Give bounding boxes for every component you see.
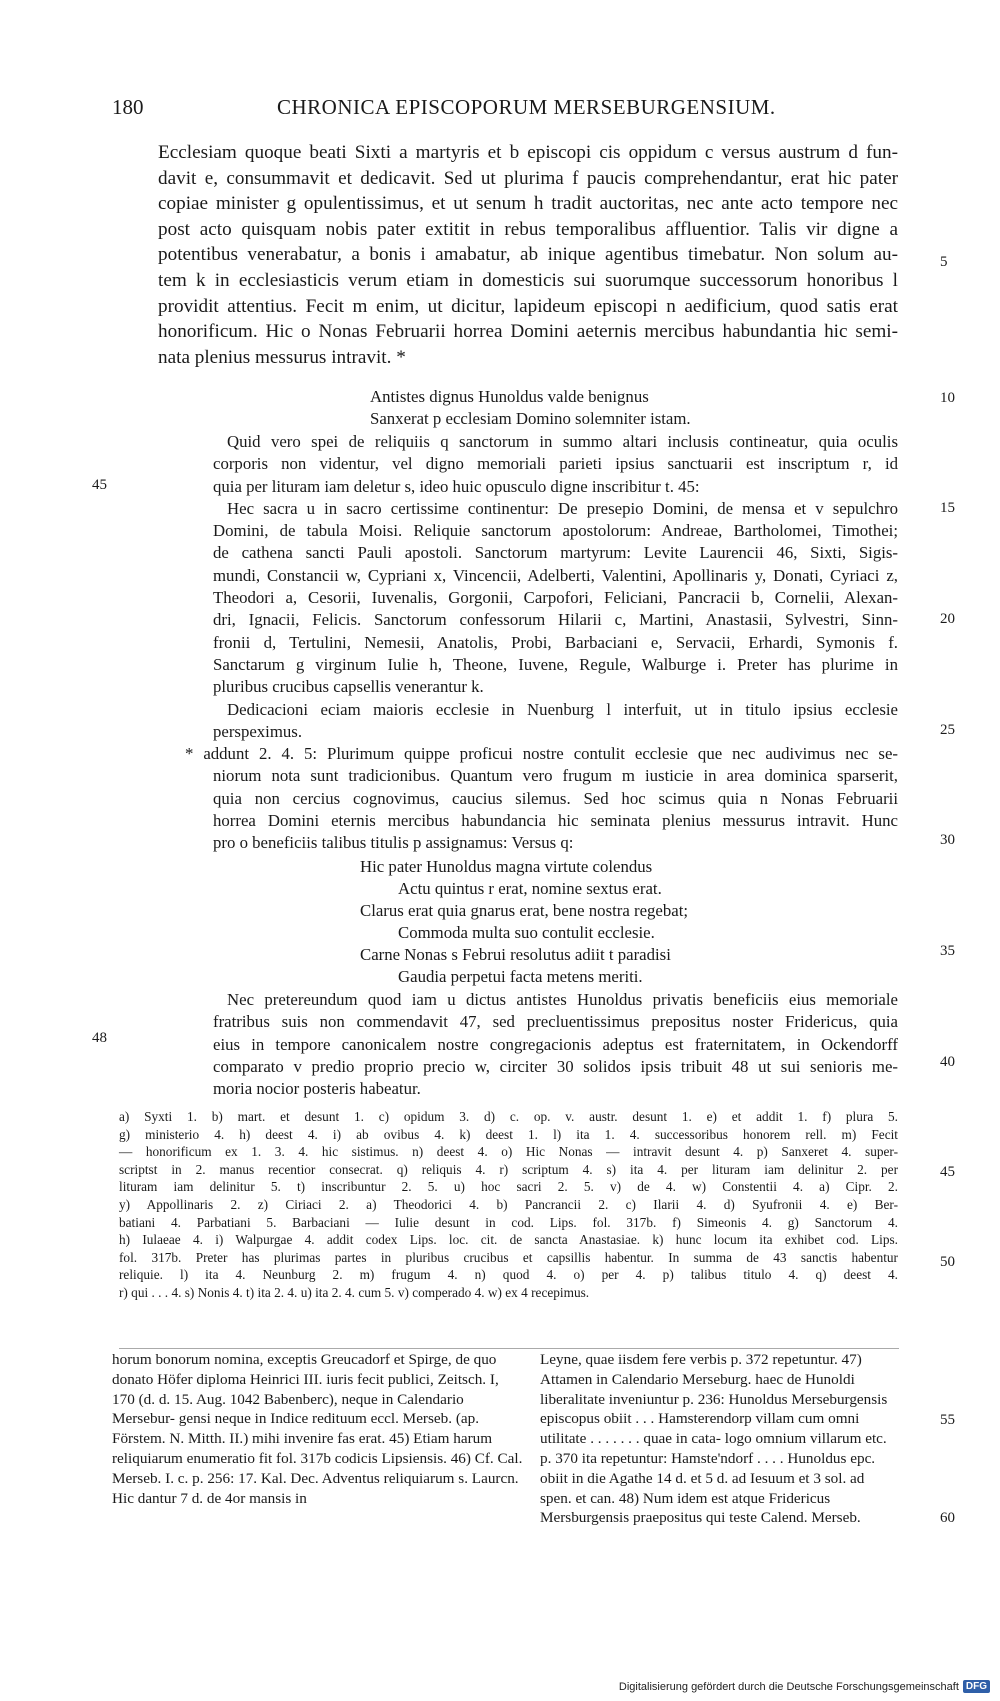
fn-line: Hec sacra u in sacro certissime continentur: De presepio Domini, de mensa et v sepulchro: [227, 498, 898, 518]
text-line: tem k in ecclesiasticis verum etiam in domesticis sui suorumque successorum honoribus l: [158, 269, 898, 291]
verse-1: [370, 386, 691, 430]
commentary-line: 47) Attamen in Calendario Merseburg. haec de: [540, 1351, 862, 1388]
verse-2: [360, 856, 688, 988]
verse-line: Commoda multa suo contulit ecclesie.: [398, 923, 655, 942]
line-number: 50: [940, 1254, 955, 1270]
verse-line: Sanxerat p ecclesiam Domino solemniter istam.: [370, 409, 691, 428]
divider: [119, 1348, 899, 1349]
apparatus-line: a) Syxti 1. b) mart. et desunt 1. c) opidum 3. d) c. op. v. austr. desunt 1. e) et addit 1. f) plura 5.: [119, 1109, 898, 1124]
fn-line: fronii d, Tertulini, Nemesii, Anatolis, Probi, Barbaciani e, Servacii, Erhardi, Symonis f.: [213, 632, 898, 652]
line-number: 10: [940, 390, 955, 406]
text-line: davit e, consummavit et dedicavit. Sed ut plurima f paucis comprehendantur, erat hic pater: [158, 167, 898, 189]
closing-block: [213, 989, 898, 1100]
fn-line: perspeximus.: [213, 721, 303, 741]
fn-line: de cathena sancti Pauli apostoli. Sanctorum martyrum: Levite Laurencii 46, Sixti, Sigis-: [213, 543, 898, 563]
running-title: CHRONICA EPISCOPORUM MERSEBURGENSIUM.: [277, 95, 776, 119]
digitization-footer: [619, 1680, 990, 1693]
fn-line: mundi, Constancii w, Cypriani x, Vincencii, Adelberti, Valentini, Apollinaris y, Donati, Cyriaci z,: [213, 565, 898, 585]
footnote-block: [213, 431, 898, 743]
footer-credit: Digitalisierung gefördert durch die Deutsche Forschungsgemeinschaft: [618, 1680, 959, 1693]
line-number: 60: [940, 1510, 955, 1526]
critical-apparatus: [119, 1108, 898, 1302]
line-number: 25: [940, 722, 955, 738]
fn-line: Nec pretereundum quod iam u dictus antistes Hunoldus privatis beneficiis eius memoriale: [227, 990, 898, 1009]
verse-line: Clarus erat quia gnarus erat, bene nostra regebat;: [360, 901, 689, 920]
commentary-line: iuris fecit publici, Zeitsch. I, 170 (d. d. 15. Aug.: [112, 1370, 499, 1408]
fn-line: quia non cercius cognovimus, caucius silemus. Sed hoc scimus quia n Nonas Februarii: [213, 788, 898, 808]
fn-line: * addunt 2. 4. 5: Plurimum quippe proficui nostre contulit ecclesie que nec audivimus nec se-: [185, 744, 898, 763]
line-number: 5: [940, 254, 948, 270]
commentary-line: gensi neque in Indice redituum eccl. Merseb. (ap.: [178, 1410, 480, 1428]
commentary-line: c. p. 256: 17. Kal. Dec. Adventus reliquiarum s.: [177, 1469, 468, 1487]
fn-line: dri, Ignacii, Felicis. Sanctorum confessorum Hilarii c, Martini, Anastasii, Sylvestri, Sinn-: [213, 610, 898, 630]
verse-line: Hic pater Hunoldus magna virtute colendus: [360, 857, 653, 876]
text-line: nata plenius messurus intravit. *: [158, 346, 406, 368]
line-number: 30: [940, 832, 955, 848]
fn-line: Quid vero spei de reliquiis q sanctorum in summo altari inclusis contineatur, quia oculis: [227, 432, 898, 451]
apparatus-line: batiani 4. Parbatiani 5. Barbaciani — Iulie desunt in cod. Lips. fol. 317b. f) Simeonis 4. g) Sanctorum 4.: [119, 1214, 898, 1230]
dfg-logo: DFG: [963, 1680, 990, 1693]
apparatus-line: — honorificum ex 1. 3. 4. hic sistimus. n) deest 4. o) Hic Nonas — intravit desunt 4. p) Sanxeret 4. super-: [119, 1144, 898, 1160]
commentary-line: Hamste'ndorf . . . . Hunoldus epc. obiit in die Agathe: [540, 1449, 876, 1487]
apparatus-line: y) Appollinaris 2. z) Ciriaci 2. a) Theodorici 4. b) Pancrancii 2. c) Ilarii 4. d) Syufronii 4. e) Ber-: [119, 1196, 898, 1212]
apparatus-line: lituram iam delinitur 5. t) inscribuntur 2. 5. u) hoc sacri 2. 5. v) de 4. w) Constentii 4. a) Cipr. 2.: [119, 1179, 898, 1195]
text-line: providit attentius. Fecit m enim, ut dicitur, lapideum episcopi n aedificium, quod satis erat: [158, 295, 898, 317]
line-number: 15: [940, 500, 955, 516]
fn-line: Dedicacioni eciam maioris ecclesie in Nuenburg l interfuit, ut in titulo ipsius ecclesie: [227, 699, 898, 719]
commentary-line: et can. 48) Num idem est atque Fridericus: [575, 1489, 831, 1507]
commentary-line: Leyne, quae iisdem fere verbis p. 372 repetuntur.: [540, 1351, 838, 1368]
line-number: 35: [940, 943, 955, 959]
line-number-left: 45: [92, 477, 107, 493]
text-line: post acto quisquam nobis pater extitit in rebus temporalibus affluentior. Talis vir digne a: [158, 218, 898, 240]
commentary-line: 317b codicis Lipsiensis. 46) Cf. Cal. Merseb. I.: [112, 1449, 523, 1487]
apparatus-line: g) ministerio 4. h) deest 4. i) ab ovibus 4. k) deest 1. l) ita 1. 4. successoribus honorem rell. m) Fecit: [119, 1126, 898, 1142]
apparatus-line: r) qui . . . 4. s) Nonis 4. t) ita 2. 4. u) ita 2. 4. cum 5. v) comperado 4. w) ex 4 recepimus.: [119, 1284, 590, 1300]
page-header: [112, 95, 902, 125]
fn-line: moria nocior posteris habeatur.: [213, 1079, 421, 1099]
apparatus-line: scriptst in 2. manus recentior consecrat. q) reliquis 4. r) scriptum 4. s) ita 4. per lituram iam delinitur 2. per: [119, 1161, 898, 1177]
fn-line: horrea Domini eternis mercibus habundancia hic seminata plenius messurus intravit. Hunc: [213, 810, 898, 830]
commentary-line: horum bonorum nomina, exceptis Greucadorf et: [112, 1351, 405, 1368]
verse-line: Carne Nonas s Februi resolutus adiit t paradisi: [360, 945, 671, 964]
apparatus-line: h) Iulaeae 4. i) Walpurgae 4. addit codex Lips. loc. cit. de sancta Anastasiae. k) hunc locum ita exhibet cod. Lips.: [119, 1232, 898, 1248]
main-text: [158, 140, 898, 370]
verse-line: Gaudia perpetui facta metens meriti.: [398, 967, 643, 986]
commentary-right-column: [540, 1350, 898, 1528]
line-number: 20: [940, 611, 955, 627]
commentary-line: 14 d. et 5 d. ad Iesuum et 3 sol. ad spen.: [540, 1469, 865, 1507]
fn-line: corporis non videntur, vel digno memoriali parieti ipsius sanctuarii est inscriptum r, id: [213, 454, 898, 474]
commentary-line: logo omnium villarum etc. p. 370 ita repetuntur:: [540, 1430, 887, 1467]
fn-line: fratribus suis non commendavit 47, sed precluentissimus prepositus noster Fridericus, quia: [213, 1012, 898, 1032]
fn-line: Sanctarum g virginum Iulie h, Theone, Iuvene, Regule, Walburge i. Preter has plurime in: [213, 654, 898, 674]
apparatus-line: reliquie. l) ita 4. Neunburg 2. m) frugum 4. n) quod 4. o) per 4. p) talibus titulo 4. q) deest 4.: [119, 1267, 898, 1283]
commentary-line: 1042 Babenberc), neque in Calendario Mersebur-: [112, 1390, 464, 1428]
text-line: Ecclesiam quoque beati Sixti a martyris et b episcopi cis oppidum c versus austrum d fun-: [158, 142, 898, 163]
commentary-line: Förstem. N. Mitth. II.) mihi invenire fas erat.: [112, 1430, 386, 1448]
text-line: copiae minister g opulentissimus, et ut senum h tradit auctoritas, nec ante acto tempore nec: [158, 193, 898, 215]
line-number: 40: [940, 1054, 955, 1070]
commentary-line: villam cum omni utilitate . . . . . . . quae in cata-: [540, 1410, 860, 1448]
line-number-left: 48: [92, 1030, 107, 1046]
text-line: honorificum. Hic o Nonas Februarii horrea Domini aeternis mercibus habundantia hic semi-: [158, 321, 898, 343]
line-number: 55: [940, 1412, 955, 1428]
fn-line: comparato v predio proprio precio w, circiter 30 solidos ipsis tribuit 48 ut sui senioris me-: [213, 1056, 898, 1076]
commentary-line: Laurcn. Hic dantur 7 d. de 4or mansis in: [112, 1469, 519, 1507]
commentary-line: 45) Etiam harum reliquiarum enumeratio fit fol.: [112, 1430, 493, 1467]
addunt-block: [185, 743, 898, 854]
line-number: 45: [940, 1164, 955, 1180]
fn-line: Domini, de tabula Moisi. Reliquie sanctorum apostolorum: Andreae, Bartholomei, Timothei;: [213, 521, 898, 541]
fn-line: pluribus crucibus capsellis venerantur k.: [213, 677, 484, 697]
fn-line: niorum nota sunt tradicionibus. Quantum vero frugum m iusticie in area dominica sparserit,: [213, 766, 898, 786]
commentary-line: Mersburgensis praepositus qui teste Calend. Merseb.: [540, 1509, 861, 1527]
commentary-line: Spirge, de quo donato Höfer diploma Heinrici III.: [112, 1351, 497, 1388]
page-number: 180: [112, 95, 144, 119]
fn-line: quia per lituram iam deletur s, ideo huic opusculo digne inscribitur t. 45:: [213, 476, 700, 496]
fn-line: pro o beneficiis talibus titulis p assignamus: Versus q:: [213, 833, 574, 853]
commentary-line: Merseburgensis episcopus obiit . . . Hamsterendorp: [540, 1390, 888, 1428]
fn-line: Theodori a, Cesorii, Iuvenalis, Gorgonii, Carpofori, Feliciani, Pancracii b, Cornelii, Alexan-: [213, 588, 898, 608]
verse-line: Antistes dignus Hunoldus valde benignus: [370, 387, 649, 406]
fn-line: eius in tempore canonicalem nostre congregacionis adeptus est fraternitatem, in Ockendorff: [213, 1034, 898, 1054]
commentary-left-column: [112, 1350, 524, 1508]
apparatus-line: fol. 317b. Preter has plurimas partes in pluribus crucibus et capsillis habentur. In summa de 43 sanctis habentur: [119, 1249, 898, 1265]
text-line: potentibus venerabatur, a bonis i amabatur, ab inique agentibus timebatur. Non solum au-: [158, 244, 898, 266]
verse-line: Actu quintus r erat, nomine sextus erat.: [398, 879, 662, 898]
commentary-line: Hunoldi liberalitate inveniuntur p. 236: Hunoldus: [540, 1370, 855, 1408]
